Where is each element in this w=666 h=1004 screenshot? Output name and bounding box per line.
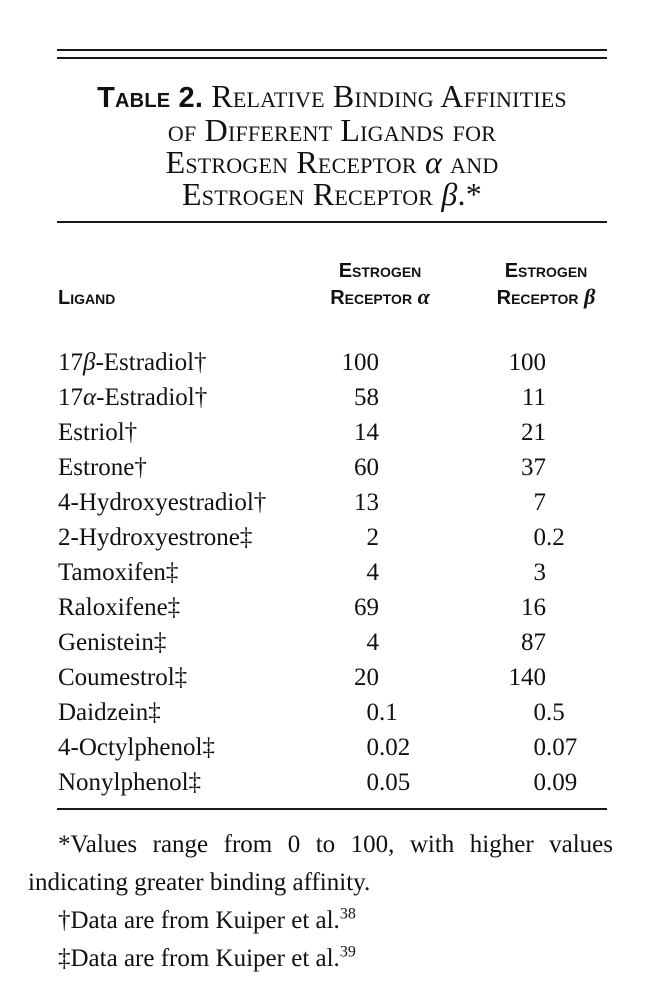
ligand-cell: Raloxifene‡ [58,594,181,621]
table-header [0,258,666,310]
ligand-cell: 4-Hydroxyestradiol† [58,489,267,516]
column-header-er-alpha: Estrogen Receptor α [330,260,430,309]
table-number-label: Table 2. [97,82,204,114]
table-row [0,485,666,520]
ligand-cell: Coumestrol‡ [58,664,188,691]
er-beta-cell: 21 [521,419,546,446]
table-row [0,555,666,590]
table-row [0,625,666,660]
ligand-cell: Daidzein‡ [58,699,161,726]
ligand-cell: Nonylphenol‡ [58,769,202,796]
er-alpha-cell-decimal: .02 [379,734,411,761]
ligand-cell: 2-Hydroxyestrone‡ [58,524,253,551]
er-beta-cell-decimal: .2 [546,524,565,551]
er-alpha-cell-decimal: .1 [379,699,398,726]
footnote-dagger: †Data are from Kuiper et al.$^{38}$ [58,905,356,934]
table-title [37,80,627,210]
table-row [0,695,666,730]
er-alpha-cell: 0 [366,734,379,761]
er-beta-cell: 0 [533,699,546,726]
er-alpha-cell: 20 [354,664,379,691]
title-line-2: of Different Ligands for [167,112,497,148]
footnote-marker: † [58,907,71,934]
ligand-cell: Genistein‡ [58,629,167,656]
table-row [0,450,666,485]
footnote-double-dagger: ‡Data are from Kuiper et al.$^{39}$ [58,943,356,972]
ligand-cell: Estrone† [58,454,147,481]
er-beta-cell-decimal: .09 [546,769,578,796]
table-row [0,345,666,380]
column-header-ligand: Ligand [58,287,116,309]
alpha-symbol: α [417,284,430,309]
er-alpha-cell: 60 [354,454,379,481]
er-alpha-cell-decimal: .05 [379,769,411,796]
footnote-marker: * [58,831,71,858]
header-top-rule [57,221,607,223]
ligand-cell: 17β-Estradiol† [58,349,207,376]
er-alpha-cell: 13 [354,489,379,516]
table-row [0,660,666,695]
er-beta-cell: 7 [533,489,546,516]
title-line-4: Estrogen Receptor β.* [182,176,482,212]
er-alpha-cell: 2 [366,524,379,551]
er-alpha-cell: 4 [366,559,379,586]
footnote-asterisk-line-1: *Values range from 0 to 100, with higher values [58,831,613,858]
er-beta-cell-decimal: .5 [546,699,565,726]
er-alpha-cell: 14 [354,419,379,446]
er-beta-cell: 140 [508,664,546,691]
er-beta-cell-decimal: .07 [546,734,578,761]
table-row [0,730,666,765]
footnote-asterisk-line-2: indicating greater binding affinity. [28,869,371,896]
title-line-3: Estrogen Receptor α and [165,144,499,180]
ligand-cell: 17α-Estradiol† [58,384,208,411]
table-rows [0,345,666,800]
reference-superscript: 39 [339,943,356,961]
er-beta-cell: 16 [521,594,546,621]
alpha-symbol: α [424,144,442,180]
er-alpha-cell: 0 [366,769,379,796]
reference-superscript: 38 [339,905,356,923]
table-row [0,415,666,450]
column-header-er-beta: Estrogen Receptor β [496,260,596,309]
er-beta-cell: 100 [508,349,546,376]
ligand-cell: 4-Octylphenol‡ [58,734,215,761]
er-beta-cell: 3 [533,559,546,586]
beta-symbol: β [584,284,596,309]
er-beta-cell: 0 [533,524,546,551]
er-alpha-cell: 4 [366,629,379,656]
beta-symbol: β [83,349,96,376]
table-row [0,380,666,415]
er-beta-cell: 87 [521,629,546,656]
er-alpha-cell: 69 [354,594,379,621]
alpha-symbol: α [83,384,97,411]
er-beta-cell: 0 [533,769,546,796]
table-row [0,590,666,625]
table-row [0,520,666,555]
er-alpha-cell: 0 [366,699,379,726]
er-alpha-cell: 100 [341,349,379,376]
title-line-1: Table 2. Relative Binding Affinities [97,78,567,114]
footnotes [28,828,613,976]
footnote-rule [57,808,607,810]
table-row [0,765,666,800]
ligand-cell: Tamoxifen‡ [58,559,179,586]
footnote-marker: ‡ [58,945,71,972]
er-beta-cell: 0 [533,734,546,761]
er-beta-cell: 11 [521,384,546,411]
er-alpha-cell: 58 [354,384,379,411]
beta-symbol: β [441,176,458,212]
ligand-cell: Estriol† [58,419,138,446]
table-top-rule [57,49,607,59]
er-beta-cell: 37 [521,454,546,481]
